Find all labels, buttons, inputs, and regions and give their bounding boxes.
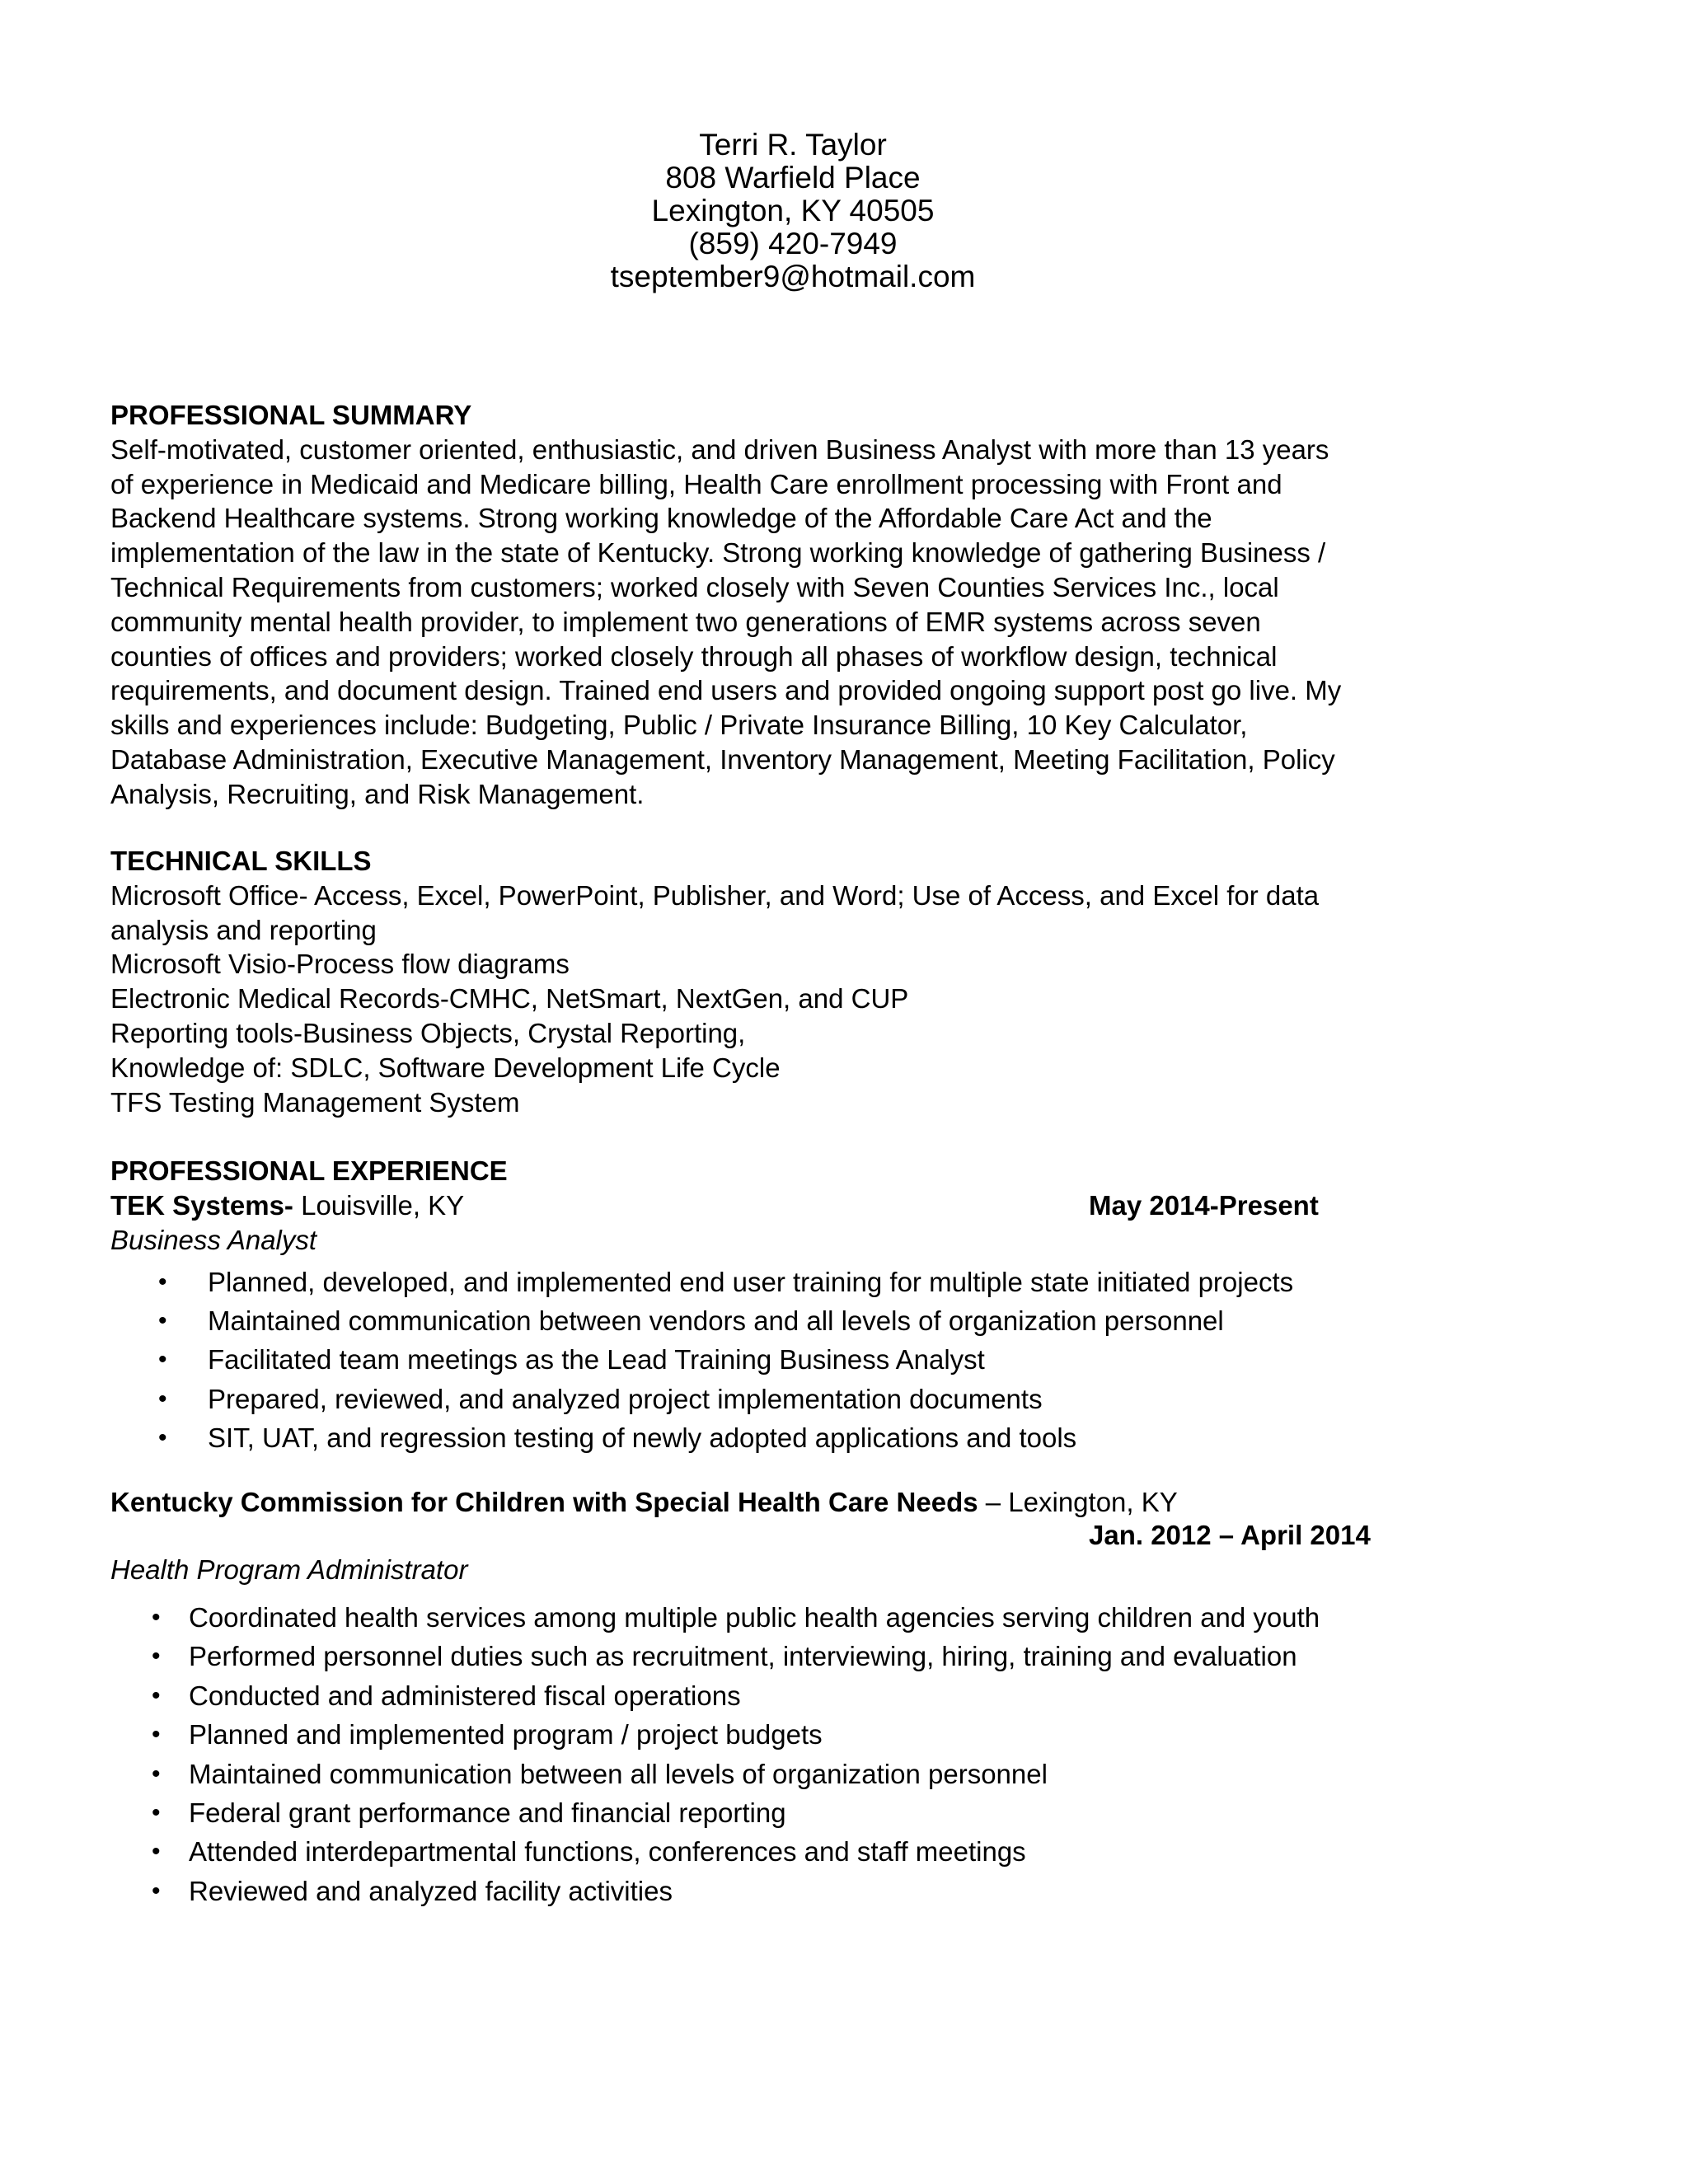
job-bullet: • Attended interdepartmental functions, conferences and staff meetings (110, 1832, 1512, 1871)
technical-skills-section (110, 844, 1495, 1119)
summary-line: Self-motivated, customer oriented, enthusiastic, and driven Business Analyst with more than 13 years (110, 434, 1329, 465)
job-title: Business Analyst (110, 1224, 317, 1255)
job-header (110, 1486, 1512, 1519)
skill-item: TFS Testing Management System (110, 1086, 520, 1118)
job-entry (110, 1486, 1512, 1910)
skill-item: Knowledge of: SDLC, Software Development Life Cycle (110, 1052, 781, 1083)
contact-phone: (859) 420-7949 (688, 227, 898, 260)
job-bullet: • Reviewed and analyzed facility activities (110, 1872, 1512, 1910)
job-bullet-list (110, 1598, 1512, 1910)
summary-line: community mental health provider, to implement two generations of EMR systems across seven (110, 606, 1261, 637)
job-bullet: • Coordinated health services among multiple public health agencies serving children and youth (110, 1598, 1512, 1637)
summary-line: Database Administration, Executive Management, Inventory Management, Meeting Facilitation, Policy (110, 743, 1335, 775)
job-bullet: • Prepared, reviewed, and analyzed project implementation documents (110, 1380, 1495, 1418)
skill-item: analysis and reporting (110, 914, 377, 945)
summary-line: Technical Requirements from customers; worked closely with Seven Counties Services Inc., local (110, 571, 1279, 602)
summary-line: Analysis, Recruiting, and Risk Management. (110, 778, 645, 809)
skill-item: Reporting tools-Business Objects, Crystal Reporting, (110, 1017, 746, 1048)
skill-item: Electronic Medical Records-CMHC, NetSmart, NextGen, and CUP (110, 983, 909, 1015)
job-header (110, 1188, 1495, 1223)
summary-line: skills and experiences include: Budgeting, Public / Private Insurance Billing, 10 Key Calculator, (110, 710, 1248, 741)
summary-line: of experience in Medicaid and Medicare billing, Health Care enrollment processing with Front and (110, 468, 1282, 499)
summary-line: Backend Healthcare systems. Strong working knowledge of the Affordable Care Act and the (110, 503, 1212, 534)
job-company: TEK Systems- (110, 1189, 293, 1221)
contact-header (0, 129, 1586, 293)
summary-line: requirements, and document design. Trained end users and provided ongoing support post go live. My (110, 675, 1342, 706)
skills-heading: TECHNICAL SKILLS (110, 846, 372, 876)
job-dates: Jan. 2012 – April 2014 (1089, 1520, 1371, 1550)
job-bullet: • Planned, developed, and implemented end user training for multiple state initiated projects (110, 1263, 1495, 1301)
job-bullet-list (110, 1263, 1495, 1458)
skill-item: Microsoft Visio-Process flow diagrams (110, 949, 570, 980)
contact-email: tseptember9@hotmail.com (610, 260, 976, 293)
professional-experience-section (110, 1154, 1495, 1458)
contact-street: 808 Warfield Place (665, 161, 921, 194)
job-bullet: • Facilitated team meetings as the Lead Training Business Analyst (110, 1340, 1495, 1379)
job-bullet: • Conducted and administered fiscal operations (110, 1676, 1512, 1715)
contact-city: Lexington, KY 40505 (651, 194, 935, 227)
job-bullet: • Maintained communication between vendors and all levels of organization personnel (110, 1301, 1495, 1340)
job-bullet: • Performed personnel duties such as recruitment, interviewing, hiring, training and evaluation (110, 1637, 1512, 1675)
job-bullet: • Maintained communication between all levels of organization personnel (110, 1755, 1512, 1793)
job-title: Health Program Administrator (110, 1554, 468, 1585)
experience-heading: PROFESSIONAL EXPERIENCE (110, 1155, 508, 1186)
job-location: Louisville, KY (293, 1189, 465, 1221)
summary-line: implementation of the law in the state of Kentucky. Strong working knowledge of gathering Business / (110, 537, 1326, 569)
skill-item: Microsoft Office- Access, Excel, PowerPoint, Publisher, and Word; Use of Access, and Excel for data (110, 879, 1320, 911)
job-bullet: • Federal grant performance and financial reporting (110, 1793, 1512, 1832)
job-location: – Lexington, KY (978, 1487, 1178, 1517)
professional-summary-section (110, 398, 1495, 812)
summary-heading: PROFESSIONAL SUMMARY (110, 400, 472, 430)
contact-name: Terri R. Taylor (699, 128, 887, 162)
job-dates: May 2014-Present (1089, 1189, 1319, 1221)
job-bullet: • SIT, UAT, and regression testing of newly adopted applications and tools (110, 1418, 1495, 1457)
job-bullet: • Planned and implemented program / project budgets (110, 1715, 1512, 1754)
summary-line: counties of offices and providers; worked closely through all phases of workflow design, technical (110, 640, 1278, 672)
job-company: Kentucky Commission for Children with Special Health Care Needs (110, 1487, 978, 1517)
